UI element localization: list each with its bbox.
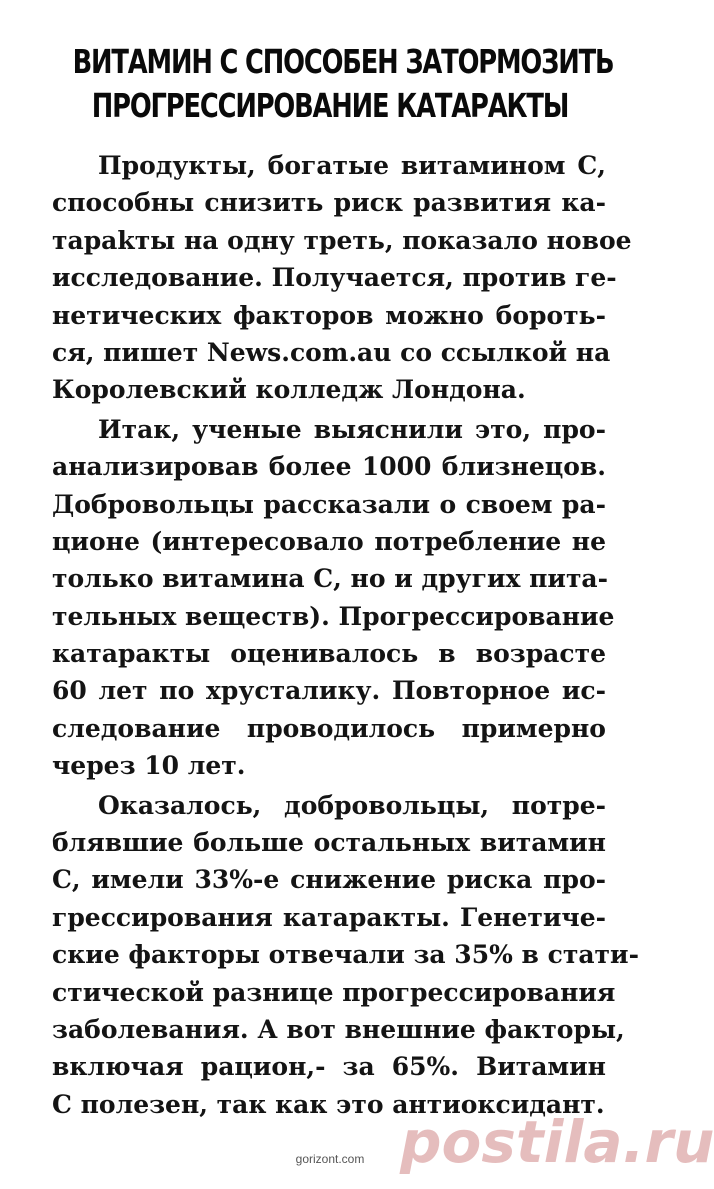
text-line: блявшие больше остальных витамин <box>52 828 606 858</box>
text-line: включая рацион,- за 65%. Витамин <box>52 1052 606 1082</box>
text-line: нетических факторов можно бороть- <box>52 300 606 330</box>
text-line: Оказалось, добровольцы, потре- <box>98 790 606 820</box>
text-line: тельных веществ). Прогрессирование <box>52 601 615 631</box>
source-label: gorizont.com <box>295 1152 365 1166</box>
headline-line-1: ВИТАМИН С СПОСОБЕН ЗАТОРМОЗИТЬ <box>72 42 614 81</box>
text-line: 60 лет по хрусталику. Повторное ис- <box>52 676 606 706</box>
text-line: ся, пишет News.com.au со ссылкой на <box>52 337 611 367</box>
text-line: заболевания. А вот внешние факторы, <box>52 1014 625 1044</box>
text-line: катаракты оценивалось в возрасте <box>52 639 606 669</box>
text-line: Продукты, богатые витамином С, <box>98 151 606 180</box>
text-line: тарakты на одну треть, показало новое <box>52 225 632 255</box>
text-line: только витамина С, но и других пита- <box>52 564 609 594</box>
watermark-text: postila.ru <box>400 1108 714 1176</box>
watermark-logo <box>400 1108 714 1180</box>
paragraph-1 <box>52 147 632 409</box>
text-line: Королевский колледж Лондона. <box>52 375 526 405</box>
text-line: исследование. Получается, против ге- <box>52 263 617 293</box>
paragraph-2 <box>52 411 615 785</box>
text-line: через 10 лет. <box>52 751 246 781</box>
text-line: стической разнице прогрессирования <box>52 977 616 1007</box>
text-line: ские факторы отвечали за 35% в стати- <box>52 940 639 970</box>
text-line: грессирования катаракты. Генетиче- <box>52 902 606 932</box>
text-line: анализировав более 1000 близнецов. <box>52 452 606 482</box>
text-line: следование проводилось примерно <box>52 713 606 743</box>
article-body <box>52 147 639 1125</box>
headline-line-2: ПРОГРЕССИРОВАНИЕ КАТАРАКТЫ <box>91 86 569 125</box>
text-line: С, имели 33%-е снижение риска про- <box>52 865 606 895</box>
text-line: способны снизить риск развития ка- <box>52 188 606 218</box>
text-line: Добровольцы рассказали о своем ра- <box>52 489 606 519</box>
headline <box>72 40 614 128</box>
text-line: Итак, ученые выяснили это, про- <box>98 414 606 444</box>
paragraph-3 <box>52 787 639 1124</box>
text-line: ционе (интересовало потребление не <box>52 526 606 556</box>
text-line: С полезен, так как это антиоксидант. <box>52 1089 605 1119</box>
